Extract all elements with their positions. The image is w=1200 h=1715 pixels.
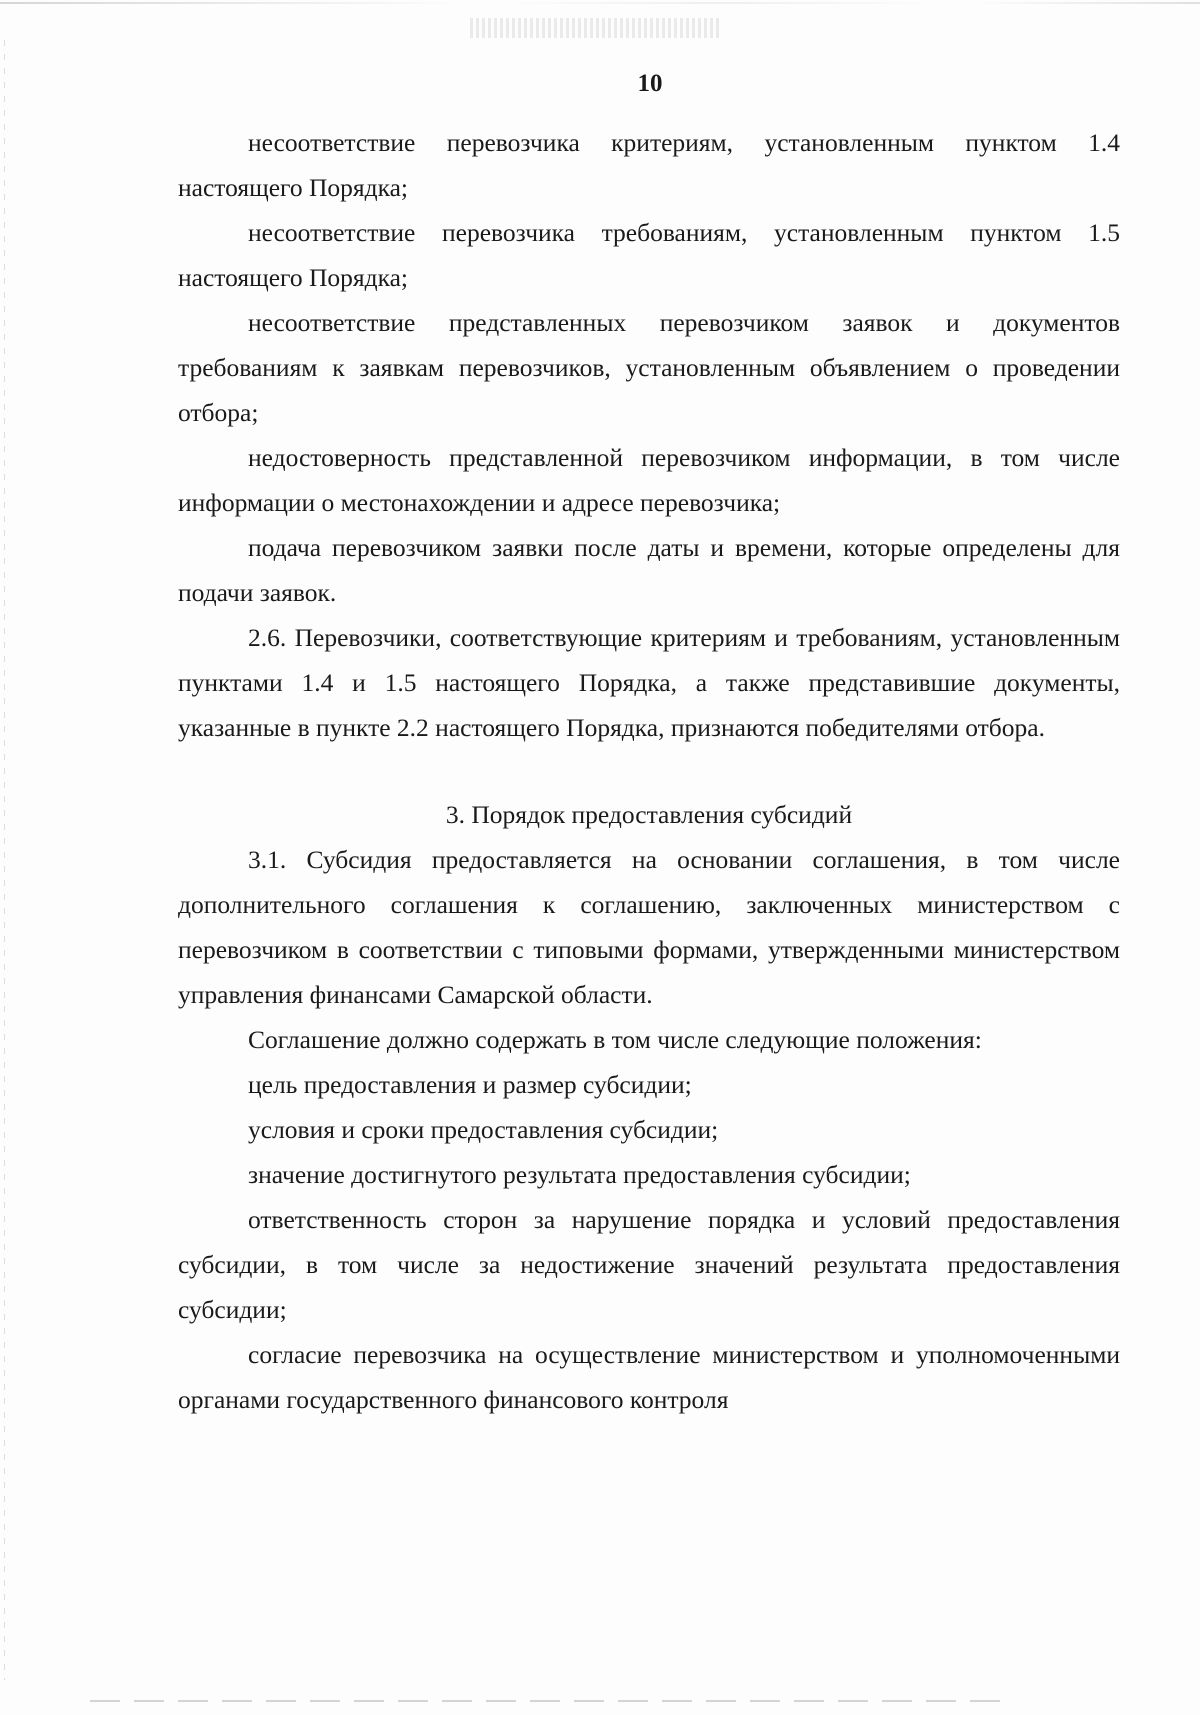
- document-body: [178, 120, 1120, 1422]
- list-item: условия и сроки предоставления субсидии;: [248, 1115, 719, 1144]
- page-number: 10: [637, 70, 663, 97]
- paragraph-2-6: 2.6. Перевозчики, соответствующие критериям и требованиям, установленным пунктами 1.4 и 1.5 настоящего Порядка, а также представившие документы, указанные в пункте 2.2 настоящего Порядка, признаются победителями отбора.: [178, 623, 1120, 742]
- paragraph-3-1: 3.1. Субсидия предоставляется на основании соглашения, в том числе дополнительного соглашения к соглашению, заключенных министерством с перевозчиком в соответствии с типовыми формами, утвержденными министерством управления финансами Самарской области.: [178, 845, 1120, 1009]
- paragraph: Соглашение должно содержать в том числе следующие положения:: [248, 1025, 982, 1054]
- scan-edge-top: [0, 2, 1200, 4]
- list-item: согласие перевозчика на осуществление министерством и уполномоченными органами государственного финансового контроля: [178, 1340, 1120, 1414]
- paragraph: недостоверность представленной перевозчиком информации, в том числе информации о местонахождении и адресе перевозчика;: [178, 443, 1120, 517]
- paragraph: несоответствие перевозчика требованиям, установленным пунктом 1.5 настоящего Порядка;: [178, 218, 1120, 292]
- header-scan-artifact: [470, 18, 720, 38]
- paragraph: подача перевозчиком заявки после даты и времени, которые определены для подачи заявок.: [178, 533, 1120, 607]
- scan-edge-left: [4, 40, 5, 1680]
- list-item: значение достигнутого результата предоставления субсидии;: [248, 1160, 911, 1189]
- scan-edge-bottom: [90, 1700, 1010, 1702]
- paragraph: несоответствие перевозчика критериям, установленным пунктом 1.4 настоящего Порядка;: [178, 128, 1120, 202]
- paragraph: несоответствие представленных перевозчиком заявок и документов требованиям к заявкам перевозчиков, установленным объявлением о проведении отбора;: [178, 308, 1120, 427]
- section-heading: 3. Порядок предоставления субсидий: [445, 800, 853, 829]
- list-item: ответственность сторон за нарушение порядка и условий предоставления субсидии, в том числе за недостижение значений результата предоставления субсидии;: [178, 1205, 1120, 1324]
- list-item: цель предоставления и размер субсидии;: [248, 1070, 692, 1099]
